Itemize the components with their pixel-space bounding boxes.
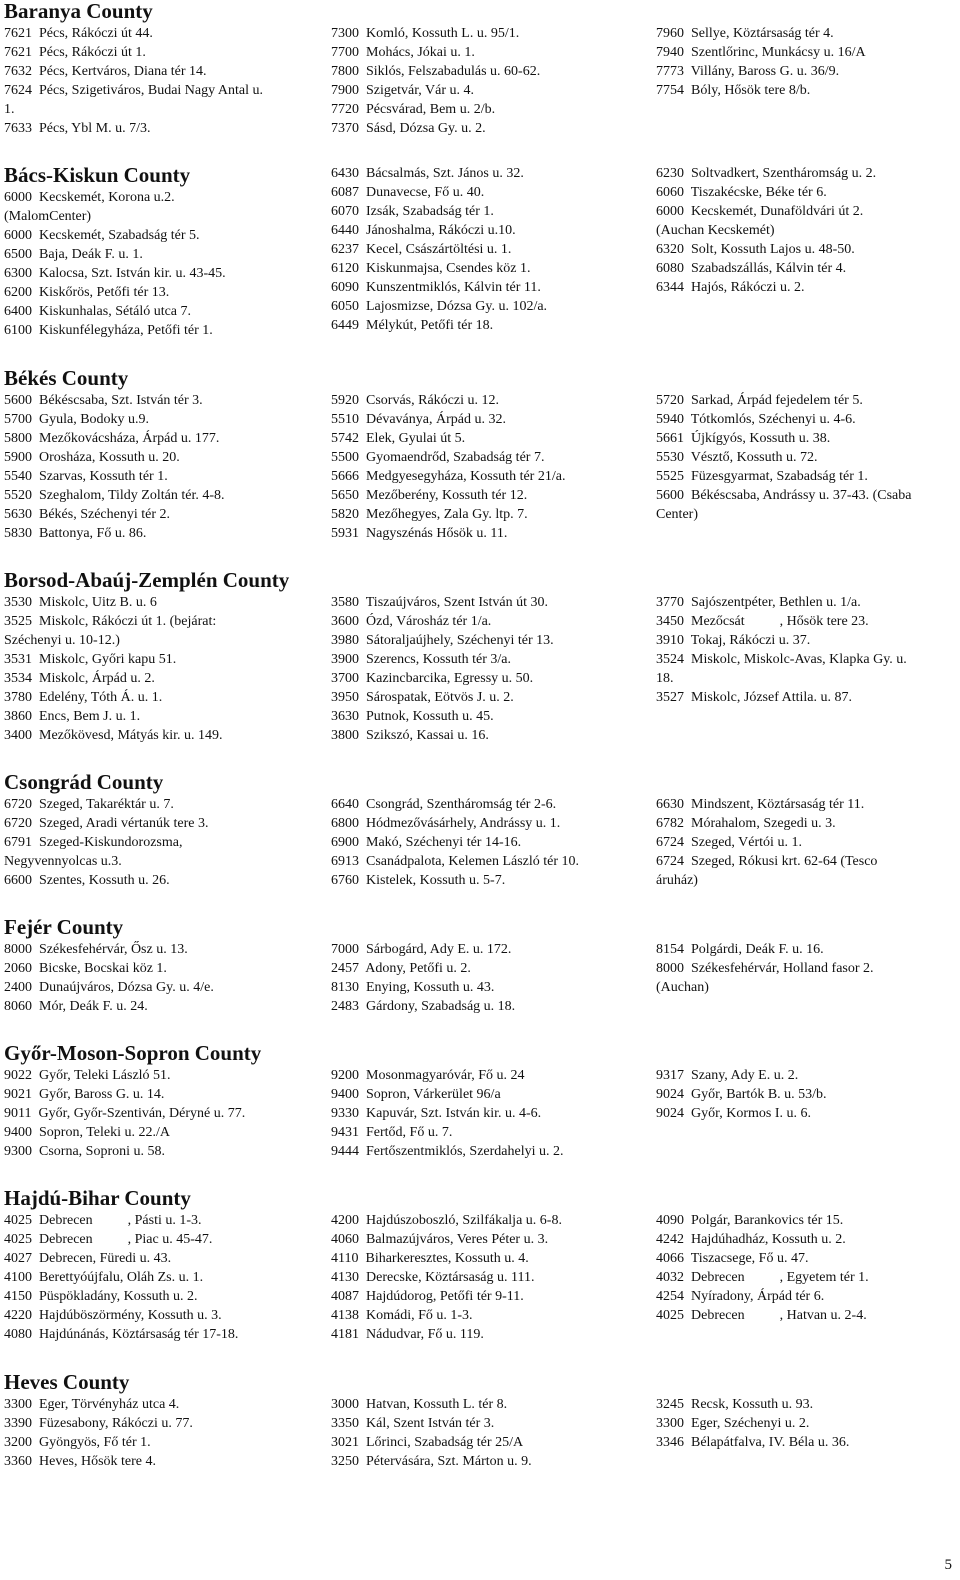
address-column-1 bbox=[4, 391, 225, 543]
address-line: 4150 Püspökladány, Kossuth u. 2. bbox=[4, 1289, 198, 1304]
address-line: 9021 Győr, Baross G. u. 14. bbox=[4, 1087, 165, 1102]
page-number: 5 bbox=[944, 1557, 952, 1573]
address-line: 3000 Hatvan, Kossuth L. tér 8. bbox=[331, 1397, 508, 1412]
county-title: Bács-Kiskun County bbox=[4, 163, 191, 187]
address-line: 7633 Pécs, Ybl M. u. 7/3. bbox=[4, 121, 151, 136]
address-line: 6230 Soltvadkert, Szentháromság u. 2. bbox=[656, 166, 877, 181]
address-line: 6724 Szeged, Vértói u. 1. bbox=[656, 835, 802, 850]
address-line: 4242 Hajdúhadház, Kossuth u. 2. bbox=[656, 1232, 846, 1247]
address-line: 5940 Tótkomlós, Széchenyi u. 4-6. bbox=[656, 412, 856, 427]
address-line: 9200 Mosonmagyaróvár, Fő u. 24 bbox=[331, 1068, 525, 1083]
address-line: 6120 Kiskunmajsa, Csendes köz 1. bbox=[331, 261, 531, 276]
address-line: 6237 Kecel, Császártöltési u. 1. bbox=[331, 242, 512, 257]
address-line: 7621 Pécs, Rákóczi út 44. bbox=[4, 26, 153, 41]
address-line: 5630 Békés, Széchenyi tér 2. bbox=[4, 507, 171, 522]
address-line: 3390 Füzesabony, Rákóczi u. 77. bbox=[4, 1416, 193, 1431]
address-line: 4130 Derecske, Köztársaság u. 111. bbox=[331, 1270, 535, 1285]
address-line: 2400 Dunaújváros, Dózsa Gy. u. 4/e. bbox=[4, 980, 214, 995]
address-line: 5666 Medgyesegyháza, Kossuth tér 21/a. bbox=[331, 469, 566, 484]
address-line: 8154 Polgárdi, Deák F. u. 16. bbox=[656, 942, 824, 957]
address-line: 4254 Nyíradony, Árpád tér 6. bbox=[656, 1289, 825, 1304]
county-title: Borsod-Abaúj-Zemplén County bbox=[4, 568, 290, 592]
county-title: Békés County bbox=[4, 366, 129, 390]
address-line: 9024 Győr, Bartók B. u. 53/b. bbox=[656, 1087, 827, 1102]
address-line: 6791 Szeged-Kiskundorozsma, bbox=[4, 835, 183, 850]
address-line: 5700 Gyula, Bodoky u.9. bbox=[4, 412, 150, 427]
address-line: 3950 Sárospatak, Eötvös J. u. 2. bbox=[331, 690, 514, 705]
address-line: Széchenyi u. 10-12.) bbox=[4, 633, 120, 648]
address-line: 6060 Tiszakécske, Béke tér 6. bbox=[656, 185, 827, 200]
address-column-2 bbox=[331, 24, 540, 138]
address-line: 3300 Eger, Törvényház utca 4. bbox=[4, 1397, 180, 1412]
address-line: 9330 Kapuvár, Szt. István kir. u. 4-6. bbox=[331, 1106, 542, 1121]
address-line: 5661 Újkígyós, Kossuth u. 38. bbox=[656, 431, 831, 446]
address-line: 6050 Lajosmizse, Dózsa Gy. u. 102/a. bbox=[331, 299, 548, 314]
address-line: Center) bbox=[656, 507, 698, 522]
address-line: 4090 Polgár, Barankovics tér 15. bbox=[656, 1213, 844, 1228]
address-line: 4110 Biharkeresztes, Kossuth u. 4. bbox=[331, 1251, 529, 1266]
address-column-1 bbox=[4, 24, 263, 138]
address-line: 5830 Battonya, Fő u. 86. bbox=[4, 526, 147, 541]
address-line: 7800 Siklós, Felszabadulás u. 60-62. bbox=[331, 64, 541, 79]
address-line: 3534 Miskolc, Árpád u. 2. bbox=[4, 671, 155, 686]
address-line: 3531 Miskolc, Győri kapu 51. bbox=[4, 652, 177, 667]
address-line: (Auchan) bbox=[656, 980, 709, 995]
address-line: 8000 Székesfehérvár, Holland fasor 2. bbox=[656, 961, 874, 976]
address-line: 6440 Jánoshalma, Rákóczi u.10. bbox=[331, 223, 516, 238]
address-column-3 bbox=[656, 940, 874, 997]
address-column-1 bbox=[4, 1211, 238, 1344]
address-column-3 bbox=[656, 1395, 849, 1452]
address-line: 7370 Sásd, Dózsa Gy. u. 2. bbox=[331, 121, 486, 136]
address-line: 6720 Szeged, Takaréktár u. 7. bbox=[4, 797, 174, 812]
address-line: 6630 Mindszent, Köztársaság tér 11. bbox=[656, 797, 865, 812]
address-column-2 bbox=[331, 593, 554, 745]
address-line: 8130 Enying, Kossuth u. 43. bbox=[331, 980, 495, 995]
address-line: 3780 Edelény, Tóth Á. u. 1. bbox=[4, 690, 163, 705]
address-line: 7720 Pécsvárad, Bem u. 2/b. bbox=[331, 102, 496, 117]
address-line: 5540 Szarvas, Kossuth tér 1. bbox=[4, 469, 168, 484]
address-line: 4025 Debrecen , Piac u. 45-47. bbox=[4, 1232, 213, 1247]
address-line: 1. bbox=[4, 102, 15, 117]
address-line: 9444 Fertőszentmiklós, Szerdahelyi u. 2. bbox=[331, 1144, 564, 1159]
address-column-2 bbox=[331, 940, 515, 1016]
address-column-1 bbox=[4, 188, 226, 340]
address-line: 3350 Kál, Szent István tér 3. bbox=[331, 1416, 495, 1431]
address-line: 7621 Pécs, Rákóczi út 1. bbox=[4, 45, 146, 60]
address-line: 6500 Baja, Deák F. u. 1. bbox=[4, 247, 143, 262]
address-line: 5920 Csorvás, Rákóczi u. 12. bbox=[331, 393, 499, 408]
address-column-2 bbox=[331, 164, 547, 335]
address-line: 4066 Tiszacsege, Fő u. 47. bbox=[656, 1251, 809, 1266]
address-column-3 bbox=[656, 1066, 827, 1123]
address-line: 7632 Pécs, Kertváros, Diana tér 14. bbox=[4, 64, 207, 79]
address-line: 7754 Bóly, Hősök tere 8/b. bbox=[656, 83, 811, 98]
address-line: 3900 Szerencs, Kossuth tér 3/a. bbox=[331, 652, 512, 667]
address-line: 4032 Debrecen , Egyetem tér 1. bbox=[656, 1270, 869, 1285]
address-line: 7900 Szigetvár, Vár u. 4. bbox=[331, 83, 475, 98]
county-title: Fejér County bbox=[4, 915, 124, 939]
address-line: 2457 Adony, Petőfi u. 2. bbox=[331, 961, 471, 976]
address-line: 9011 Győr, Győr-Szentiván, Déryné u. 77. bbox=[4, 1106, 246, 1121]
address-column-3 bbox=[656, 1211, 869, 1325]
address-line: Negyvennyolcas u.3. bbox=[4, 854, 122, 869]
address-column-3 bbox=[656, 24, 866, 100]
address-line: 6430 Bácsalmás, Szt. János u. 32. bbox=[331, 166, 524, 181]
address-line: 3525 Miskolc, Rákóczi út 1. (bejárat: bbox=[4, 614, 217, 629]
address-line: 2060 Bicske, Bocskai köz 1. bbox=[4, 961, 167, 976]
address-line: 5500 Gyomaendrőd, Szabadság tér 7. bbox=[331, 450, 545, 465]
address-line: 4027 Debrecen, Füredi u. 43. bbox=[4, 1251, 172, 1266]
address-column-1 bbox=[4, 1395, 193, 1471]
address-line: 9317 Szany, Ady E. u. 2. bbox=[656, 1068, 799, 1083]
address-line: 5720 Sarkad, Árpád fejedelem tér 5. bbox=[656, 393, 863, 408]
address-line: (Auchan Kecskemét) bbox=[656, 223, 775, 238]
address-line: 4060 Balmazújváros, Veres Péter u. 3. bbox=[331, 1232, 549, 1247]
address-column-2 bbox=[331, 1211, 562, 1344]
address-line: 3300 Eger, Széchenyi u. 2. bbox=[656, 1416, 810, 1431]
address-line: 3630 Putnok, Kossuth u. 45. bbox=[331, 709, 494, 724]
address-line: 3450 Mezőcsát , Hősök tere 23. bbox=[656, 614, 869, 629]
address-column-3 bbox=[656, 391, 911, 524]
address-line: 4181 Nádudvar, Fő u. 119. bbox=[331, 1327, 484, 1342]
address-line: 6913 Csanádpalota, Kelemen László tér 10. bbox=[331, 854, 580, 869]
address-line: 5510 Dévaványa, Árpád u. 32. bbox=[331, 412, 506, 427]
county-title: Baranya County bbox=[4, 0, 153, 23]
address-line: 6400 Kiskunhalas, Sétáló utca 7. bbox=[4, 304, 192, 319]
address-line: 4080 Hajdúnánás, Köztársaság tér 17-18. bbox=[4, 1327, 239, 1342]
address-line: 4100 Berettyóújfalu, Oláh Zs. u. 1. bbox=[4, 1270, 204, 1285]
address-line: 8000 Székesfehérvár, Ősz u. 13. bbox=[4, 942, 188, 957]
address-line: 9022 Győr, Teleki László 51. bbox=[4, 1068, 171, 1083]
address-line: 5525 Füzesgyarmat, Szabadság tér 1. bbox=[656, 469, 868, 484]
address-line: 3980 Sátoraljaújhely, Széchenyi tér 13. bbox=[331, 633, 554, 648]
address-line: 5900 Orosháza, Kossuth u. 20. bbox=[4, 450, 180, 465]
address-line: 5600 Békéscsaba, Szt. István tér 3. bbox=[4, 393, 203, 408]
address-line: 7000 Sárbogárd, Ady E. u. 172. bbox=[331, 942, 512, 957]
address-line: 6640 Csongrád, Szentháromság tér 2-6. bbox=[331, 797, 557, 812]
address-line: 6080 Szabadszállás, Kálvin tér 4. bbox=[656, 261, 847, 276]
address-line: 6087 Dunavecse, Fő u. 40. bbox=[331, 185, 485, 200]
address-column-3 bbox=[656, 593, 907, 707]
address-line: 3700 Kazincbarcika, Egressy u. 50. bbox=[331, 671, 534, 686]
address-line: 6200 Kiskőrös, Petőfi tér 13. bbox=[4, 285, 170, 300]
address-line: 3580 Tiszaújváros, Szent István út 30. bbox=[331, 595, 548, 610]
address-line: 7960 Sellye, Köztársaság tér 4. bbox=[656, 26, 834, 41]
address-line: 6800 Hódmezővásárhely, Andrássy u. 1. bbox=[331, 816, 561, 831]
address-line: 3600 Ózd, Városház tér 1/a. bbox=[331, 614, 492, 629]
address-line: 9431 Fertőd, Fő u. 7. bbox=[331, 1125, 453, 1140]
address-line: 5820 Mezőhegyes, Zala Gy. ltp. 7. bbox=[331, 507, 528, 522]
address-line: 18. bbox=[656, 671, 674, 686]
address-line: 4087 Hajdúdorog, Petőfi tér 9-11. bbox=[331, 1289, 524, 1304]
address-line: 6320 Solt, Kossuth Lajos u. 48-50. bbox=[656, 242, 855, 257]
address-line: 9300 Csorna, Soproni u. 58. bbox=[4, 1144, 165, 1159]
address-column-2 bbox=[331, 1066, 564, 1161]
address-line: 6600 Szentes, Kossuth u. 26. bbox=[4, 873, 170, 888]
county-title: Csongrád County bbox=[4, 770, 164, 794]
address-line: 6724 Szeged, Rókusi krt. 62-64 (Tesco bbox=[656, 854, 878, 869]
address-line: 6449 Mélykút, Petőfi tér 18. bbox=[331, 318, 494, 333]
address-line: 6000 Kecskemét, Korona u.2. bbox=[4, 190, 175, 205]
address-line: 6100 Kiskunfélegyháza, Petőfi tér 1. bbox=[4, 323, 213, 338]
address-line: 4200 Hajdúszoboszló, Szilfákalja u. 6-8. bbox=[331, 1213, 562, 1228]
address-column-2 bbox=[331, 795, 579, 890]
address-line: 3360 Heves, Hősök tere 4. bbox=[4, 1454, 157, 1469]
address-line: 3527 Miskolc, József Attila. u. 87. bbox=[656, 690, 852, 705]
address-line: 6900 Makó, Széchenyi tér 14-16. bbox=[331, 835, 522, 850]
address-line: áruház) bbox=[656, 873, 698, 888]
address-line: 5800 Mezőkovácsháza, Árpád u. 177. bbox=[4, 431, 220, 446]
address-line: 4138 Komádi, Fő u. 1-3. bbox=[331, 1308, 473, 1323]
address-column-3 bbox=[656, 164, 876, 297]
address-column-2 bbox=[331, 1395, 532, 1471]
address-column-1 bbox=[4, 940, 214, 1016]
address-line: 7773 Villány, Baross G. u. 36/9. bbox=[656, 64, 840, 79]
address-line: 3530 Miskolc, Uitz B. u. 6 bbox=[4, 595, 157, 610]
address-line: 6000 Kecskemét, Dunaföldvári út 2. bbox=[656, 204, 864, 219]
address-line: 3346 Bélapátfalva, IV. Béla u. 36. bbox=[656, 1435, 850, 1450]
address-line: 6300 Kalocsa, Szt. István kir. u. 43-45. bbox=[4, 266, 226, 281]
address-line: 3245 Recsk, Kossuth u. 93. bbox=[656, 1397, 814, 1412]
county-title: Győr-Moson-Sopron County bbox=[4, 1041, 262, 1065]
address-line: 9400 Sopron, Teleki u. 22./A bbox=[4, 1125, 170, 1140]
address-column-1 bbox=[4, 795, 209, 890]
address-line: 4220 Hajdúböszörmény, Kossuth u. 3. bbox=[4, 1308, 222, 1323]
address-line: 3400 Mezőkövesd, Mátyás kir. u. 149. bbox=[4, 728, 223, 743]
address-line: 9024 Győr, Kormos I. u. 6. bbox=[656, 1106, 811, 1121]
address-column-1 bbox=[4, 593, 223, 745]
address-line: 4025 Debrecen , Hatvan u. 2-4. bbox=[656, 1308, 867, 1323]
address-line: 8060 Mór, Deák F. u. 24. bbox=[4, 999, 148, 1014]
address-line: 2483 Gárdony, Szabadság u. 18. bbox=[331, 999, 516, 1014]
address-line: 6720 Szeged, Aradi vértanúk tere 3. bbox=[4, 816, 209, 831]
address-line: 7624 Pécs, Szigetiváros, Budai Nagy Antal u. bbox=[4, 83, 263, 98]
address-line: 6090 Kunszentmiklós, Kálvin tér 11. bbox=[331, 280, 541, 295]
address-line: 7940 Szentlőrinc, Munkácsy u. 16/A bbox=[656, 45, 866, 60]
county-title: Hajdú-Bihar County bbox=[4, 1186, 191, 1210]
address-line: 5600 Békéscsaba, Andrássy u. 37-43. (Csaba bbox=[656, 488, 912, 503]
address-line: 6344 Hajós, Rákóczi u. 2. bbox=[656, 280, 805, 295]
address-line: 3800 Szikszó, Kassai u. 16. bbox=[331, 728, 489, 743]
address-line: 5520 Szeghalom, Tildy Zoltán tér. 4-8. bbox=[4, 488, 225, 503]
address-line: 9400 Sopron, Várkerület 96/a bbox=[331, 1087, 501, 1102]
address-line: 3860 Encs, Bem J. u. 1. bbox=[4, 709, 141, 724]
address-column-3 bbox=[656, 795, 877, 890]
address-line: 6070 Izsák, Szabadság tér 1. bbox=[331, 204, 494, 219]
address-line: 3910 Tokaj, Rákóczi u. 37. bbox=[656, 633, 811, 648]
address-line: 3250 Pétervására, Szt. Márton u. 9. bbox=[331, 1454, 532, 1469]
county-title: Heves County bbox=[4, 1370, 130, 1394]
address-line: 6782 Mórahalom, Szegedi u. 3. bbox=[656, 816, 836, 831]
address-column-1 bbox=[4, 1066, 245, 1161]
address-line: 3770 Sajószentpéter, Bethlen u. 1/a. bbox=[656, 595, 861, 610]
address-column-2 bbox=[331, 391, 565, 543]
address-line: 5742 Elek, Gyulai út 5. bbox=[331, 431, 466, 446]
address-line: 5650 Mezőberény, Kossuth tér 12. bbox=[331, 488, 528, 503]
address-line: 3021 Lőrinci, Szabadság tér 25/A bbox=[331, 1435, 524, 1450]
address-line: 4025 Debrecen , Pásti u. 1-3. bbox=[4, 1213, 202, 1228]
address-line: 5530 Vésztő, Kossuth u. 72. bbox=[656, 450, 818, 465]
address-line: 7700 Mohács, Jókai u. 1. bbox=[331, 45, 475, 60]
address-line: 7300 Komló, Kossuth L. u. 95/1. bbox=[331, 26, 520, 41]
address-line: 3200 Gyöngyös, Fő tér 1. bbox=[4, 1435, 151, 1450]
address-line: 6000 Kecskemét, Szabadság tér 5. bbox=[4, 228, 200, 243]
address-line: 5931 Nagyszénás Hősök u. 11. bbox=[331, 526, 508, 541]
address-line: 3524 Miskolc, Miskolc-Avas, Klapka Gy. u. bbox=[656, 652, 907, 667]
address-line: 6760 Kistelek, Kossuth u. 5-7. bbox=[331, 873, 506, 888]
address-line: (MalomCenter) bbox=[4, 209, 92, 224]
